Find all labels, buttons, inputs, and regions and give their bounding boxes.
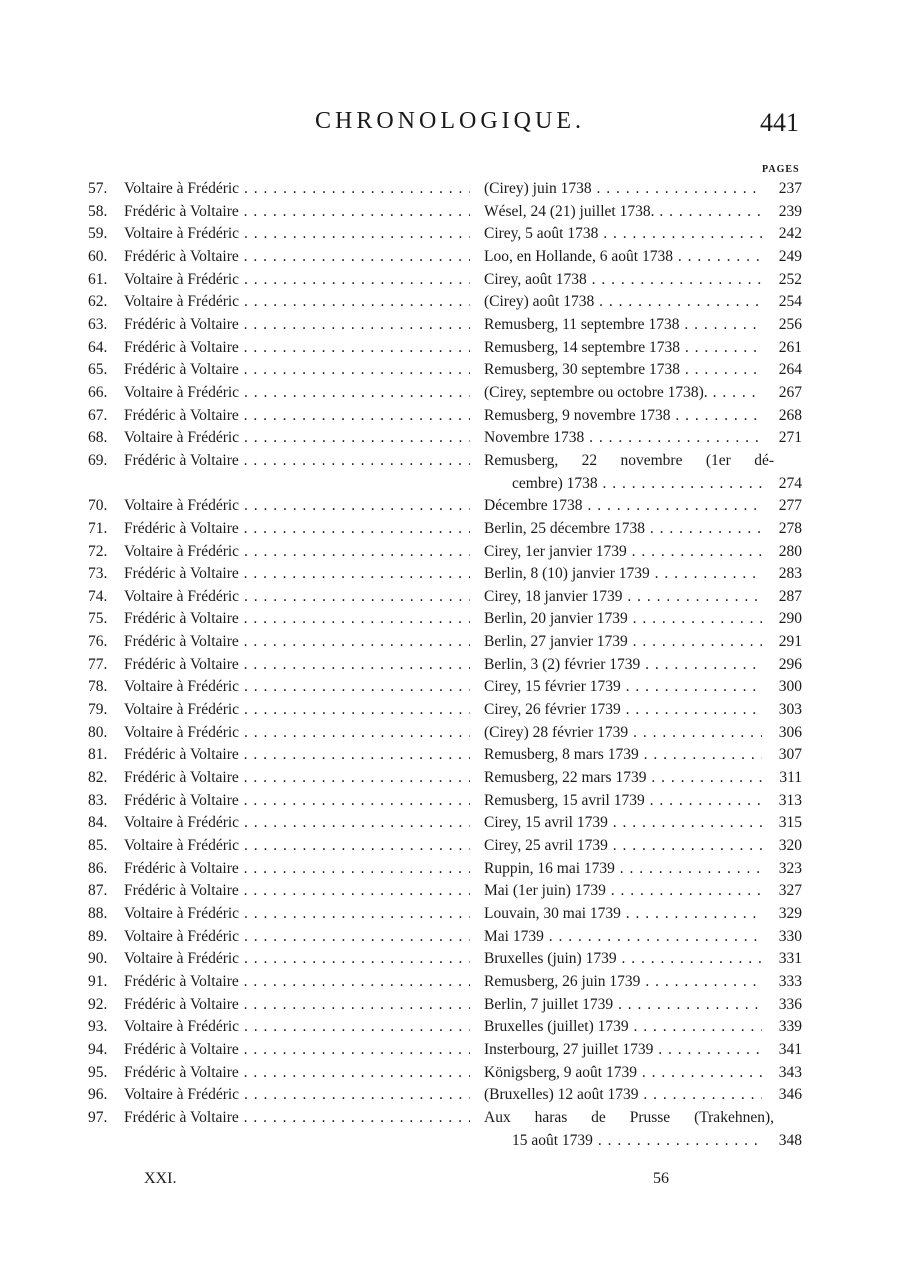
entry-number: 85.: [88, 837, 108, 855]
list-item: [0, 676, 900, 699]
list-item: [0, 246, 900, 269]
list-item: [0, 608, 900, 631]
page-reference: 307: [778, 746, 802, 764]
correspondents: Frédéric à Voltaire . . .: [124, 520, 470, 538]
entry-number: 82.: [88, 769, 108, 787]
page-reference: 277: [778, 497, 802, 515]
correspondents: Frédéric à Voltaire . . .: [124, 746, 470, 764]
correspondents: Frédéric à Voltaire . . .: [124, 361, 470, 379]
entry-number: 71.: [88, 519, 108, 537]
sheet-number: 56: [653, 1170, 669, 1187]
correspondents: Voltaire à Frédéric . . .: [124, 588, 470, 606]
list-item: [0, 563, 900, 586]
correspondents: Frédéric à Voltaire . . .: [124, 769, 470, 787]
entry-number: 72.: [88, 542, 108, 560]
page-reference: 274: [778, 474, 802, 492]
correspondents: Frédéric à Voltaire . . .: [124, 203, 470, 221]
place-date: Berlin, 27 janvier 1739 . . .: [484, 633, 762, 651]
entry-number: 73.: [88, 565, 108, 583]
list-item: [0, 450, 900, 495]
place-date: Mai (1er juin) 1739 . . .: [484, 882, 762, 900]
list-item: [0, 269, 900, 292]
correspondents: Voltaire à Frédéric . . .: [124, 814, 470, 832]
correspondents: Voltaire à Frédéric . . .: [124, 837, 470, 855]
correspondents: Frédéric à Voltaire . . .: [124, 248, 470, 266]
list-item: [0, 201, 900, 224]
correspondents: Voltaire à Frédéric . . .: [124, 543, 470, 561]
place-date: Loo, en Hollande, 6 août 1738 . . .: [484, 248, 762, 266]
place-date: Berlin, 7 juillet 1739 . . .: [484, 996, 762, 1014]
page-reference: 267: [778, 383, 802, 401]
page-reference: 291: [778, 633, 802, 651]
correspondents: Frédéric à Voltaire . . .: [124, 973, 470, 991]
entry-number: 77.: [88, 655, 108, 673]
place-date: Insterbourg, 27 juillet 1739 . . .: [484, 1041, 762, 1059]
correspondents: Voltaire à Frédéric . . .: [124, 497, 470, 515]
page-reference: 280: [778, 542, 802, 560]
entry-number: 88.: [88, 905, 108, 923]
entry-number: 64.: [88, 338, 108, 356]
place-date: Cirey, 5 août 1738 . . .: [484, 225, 762, 243]
correspondents: Voltaire à Frédéric . . .: [124, 950, 470, 968]
entry-number: 84.: [88, 814, 108, 832]
list-item: [0, 880, 900, 903]
page-number: 441: [760, 108, 799, 137]
entry-number: 61.: [88, 270, 108, 288]
entry-number: 87.: [88, 882, 108, 900]
correspondents: Voltaire à Frédéric . . .: [124, 724, 470, 742]
correspondents: Voltaire à Frédéric . . .: [124, 429, 470, 447]
page-reference: 315: [778, 814, 802, 832]
correspondents: Frédéric à Voltaire . . .: [124, 339, 470, 357]
entry-number: 93.: [88, 1018, 108, 1036]
entry-number: 76.: [88, 633, 108, 651]
page-reference: 343: [778, 1063, 802, 1081]
page-reference: 339: [778, 1018, 802, 1036]
entry-number: 94.: [88, 1040, 108, 1058]
place-date: Remusberg, 9 novembre 1738 . . .: [484, 407, 762, 425]
correspondents: Frédéric à Voltaire . . .: [124, 565, 470, 583]
list-item: [0, 790, 900, 813]
place-date: Mai 1739 . . .: [484, 928, 762, 946]
place-date: Remusberg, 30 septembre 1738 . . .: [484, 361, 762, 379]
page-reference: 239: [778, 202, 802, 220]
page-reference: 306: [778, 723, 802, 741]
list-item: [0, 971, 900, 994]
page-reference: 290: [778, 610, 802, 628]
entry-number: 97.: [88, 1108, 108, 1126]
signature-mark: XXI.: [144, 1170, 177, 1187]
page-reference: 333: [778, 972, 802, 990]
entry-number: 69.: [88, 451, 108, 469]
correspondents: Voltaire à Frédéric . . .: [124, 293, 470, 311]
place-date: Remusberg, 15 avril 1739 . . .: [484, 792, 762, 810]
place-date: Ruppin, 16 mai 1739 . . .: [484, 860, 762, 878]
page-reference: 323: [778, 859, 802, 877]
correspondents: Frédéric à Voltaire . . .: [124, 407, 470, 425]
page-reference: 242: [778, 225, 802, 243]
page-reference: 264: [778, 361, 802, 379]
place-date: Remusberg, 11 septembre 1738 . . .: [484, 316, 762, 334]
page-reference: 283: [778, 565, 802, 583]
list-item: [0, 767, 900, 790]
correspondents: Frédéric à Voltaire . . .: [124, 882, 470, 900]
list-item: [0, 744, 900, 767]
place-date-line1: Remusberg, 22 novembre (1er dé-: [484, 451, 774, 469]
list-item: [0, 835, 900, 858]
page-reference: 341: [778, 1040, 802, 1058]
page-reference: 261: [778, 338, 802, 356]
place-date: Bruxelles (juillet) 1739 . . .: [484, 1018, 762, 1036]
correspondents: Voltaire à Frédéric . . .: [124, 180, 470, 198]
place-date: Cirey, 15 avril 1739 . . .: [484, 814, 762, 832]
list-item: [0, 427, 900, 450]
place-date: Remusberg, 26 juin 1739 . . .: [484, 973, 762, 991]
list-item: [0, 812, 900, 835]
correspondents: Frédéric à Voltaire . . .: [124, 316, 470, 334]
entry-number: 78.: [88, 678, 108, 696]
list-item: [0, 291, 900, 314]
page-reference: 271: [778, 429, 802, 447]
correspondents: Voltaire à Frédéric . . .: [124, 905, 470, 923]
correspondents: Frédéric à Voltaire . . .: [124, 656, 470, 674]
entry-number: 65.: [88, 361, 108, 379]
page-reference: 329: [778, 905, 802, 923]
list-item: [0, 1084, 900, 1107]
place-date: Cirey, 25 avril 1739 . . .: [484, 837, 762, 855]
place-date: (Bruxelles) 12 août 1739 . . .: [484, 1086, 762, 1104]
page-reference: 249: [778, 247, 802, 265]
correspondents: Frédéric à Voltaire . . .: [124, 792, 470, 810]
page-reference: 346: [778, 1086, 802, 1104]
place-date: (Cirey, septembre ou octobre 1738). . . .: [484, 384, 762, 402]
correspondents: Voltaire à Frédéric . . .: [124, 928, 470, 946]
list-item: [0, 178, 900, 201]
place-date: (Cirey) 28 février 1739 . . .: [484, 724, 762, 742]
page-reference: 320: [778, 837, 802, 855]
correspondents: Voltaire à Frédéric . . .: [124, 1086, 470, 1104]
entry-number: 60.: [88, 247, 108, 265]
list-item: [0, 722, 900, 745]
page-reference: 237: [778, 180, 802, 197]
page-reference: 254: [778, 293, 802, 311]
correspondents: Frédéric à Voltaire . . .: [124, 1109, 470, 1127]
place-date: Novembre 1738 . . .: [484, 429, 762, 447]
entry-number: 63.: [88, 315, 108, 333]
page-reference: 331: [778, 950, 802, 968]
list-item: [0, 223, 900, 246]
correspondents: Voltaire à Frédéric . . .: [124, 384, 470, 402]
page-reference: 300: [778, 678, 802, 696]
list-item: [0, 1062, 900, 1085]
page-reference: 278: [778, 519, 802, 537]
entry-number: 75.: [88, 610, 108, 628]
place-date: Cirey, 15 février 1739 . . .: [484, 678, 762, 696]
place-date-line1: Aux haras de Prusse (Trakehnen),: [484, 1108, 774, 1126]
place-date: Cirey, août 1738 . . .: [484, 271, 762, 289]
place-date: Remusberg, 22 mars 1739 . . .: [484, 769, 762, 787]
place-date: Wésel, 24 (21) juillet 1738. . . .: [484, 203, 762, 221]
entry-number: 67.: [88, 406, 108, 424]
place-date: Berlin, 20 janvier 1739 . . .: [484, 610, 762, 628]
list-item: [0, 518, 900, 541]
correspondents: Voltaire à Frédéric . . .: [124, 271, 470, 289]
list-item: [0, 1016, 900, 1039]
correspondents: Voltaire à Frédéric . . .: [124, 678, 470, 696]
entry-number: 59.: [88, 225, 108, 243]
page-reference: 256: [778, 315, 802, 333]
correspondents: Frédéric à Voltaire . . .: [124, 452, 470, 470]
correspondents: Frédéric à Voltaire . . .: [124, 1041, 470, 1059]
list-item: [0, 314, 900, 337]
entry-number: 74.: [88, 587, 108, 605]
list-item: [0, 405, 900, 428]
place-date-line2: cembre) 1738 . . .: [512, 475, 762, 493]
entry-number: 96.: [88, 1086, 108, 1104]
list-item: [0, 1039, 900, 1062]
pages-column-label: PAGES: [762, 164, 800, 175]
page-reference: 336: [778, 995, 802, 1013]
entry-number: 92.: [88, 995, 108, 1013]
entry-number: 58.: [88, 202, 108, 220]
correspondents: Voltaire à Frédéric . . .: [124, 1018, 470, 1036]
place-date: Remusberg, 8 mars 1739 . . .: [484, 746, 762, 764]
list-item: [0, 382, 900, 405]
list-item: [0, 926, 900, 949]
page-reference: 296: [778, 655, 802, 673]
correspondents: Voltaire à Frédéric . . .: [124, 225, 470, 243]
entry-number: 57.: [88, 180, 108, 197]
list-item: [0, 359, 900, 382]
page-reference: 287: [778, 587, 802, 605]
entry-number: 86.: [88, 859, 108, 877]
entry-number: 66.: [88, 383, 108, 401]
entry-number: 95.: [88, 1063, 108, 1081]
list-item: [0, 631, 900, 654]
entry-number: 62.: [88, 293, 108, 311]
correspondents: Frédéric à Voltaire . . .: [124, 1064, 470, 1082]
page-reference: 313: [778, 791, 802, 809]
place-date: (Cirey) juin 1738 . . .: [484, 180, 762, 198]
page-reference: 348: [778, 1131, 802, 1149]
list-item: [0, 337, 900, 360]
correspondents: Voltaire à Frédéric . . .: [124, 701, 470, 719]
page-reference: 311: [779, 769, 802, 787]
place-date: Cirey, 18 janvier 1739 . . .: [484, 588, 762, 606]
entry-number: 81.: [88, 746, 108, 764]
correspondents: Frédéric à Voltaire . . .: [124, 610, 470, 628]
entry-number: 89.: [88, 927, 108, 945]
entry-number: 70.: [88, 497, 108, 515]
chronology-list: [0, 178, 900, 1152]
list-item: [0, 1107, 900, 1152]
list-item: [0, 948, 900, 971]
page-reference: 303: [778, 701, 802, 719]
entry-number: 68.: [88, 429, 108, 447]
place-date: Königsberg, 9 août 1739 . . .: [484, 1064, 762, 1082]
correspondents: Frédéric à Voltaire . . .: [124, 633, 470, 651]
entry-number: 91.: [88, 972, 108, 990]
place-date: Cirey, 1er janvier 1739 . . .: [484, 543, 762, 561]
place-date: (Cirey) août 1738 . . .: [484, 293, 762, 311]
place-date: Berlin, 3 (2) février 1739 . . .: [484, 656, 762, 674]
list-item: [0, 903, 900, 926]
entry-number: 80.: [88, 723, 108, 741]
list-item: [0, 699, 900, 722]
place-date: Décembre 1738 . . .: [484, 497, 762, 515]
correspondents: Frédéric à Voltaire . . .: [124, 860, 470, 878]
correspondents: Frédéric à Voltaire . . .: [124, 996, 470, 1014]
place-date: Berlin, 25 décembre 1738 . . .: [484, 520, 762, 538]
list-item: [0, 586, 900, 609]
place-date: Louvain, 30 mai 1739 . . .: [484, 905, 762, 923]
page-reference: 268: [778, 406, 802, 424]
place-date: Remusberg, 14 septembre 1738 . . .: [484, 339, 762, 357]
list-item: [0, 858, 900, 881]
page-reference: 327: [778, 882, 802, 900]
entry-number: 83.: [88, 791, 108, 809]
page-reference: 252: [778, 270, 802, 288]
list-item: [0, 654, 900, 677]
page-reference: 330: [778, 927, 802, 945]
place-date: Berlin, 8 (10) janvier 1739 . . .: [484, 565, 762, 583]
running-title: CHRONOLOGIQUE.: [315, 108, 585, 134]
place-date: Cirey, 26 février 1739 . . .: [484, 701, 762, 719]
list-item: [0, 994, 900, 1017]
entry-number: 90.: [88, 950, 108, 968]
list-item: [0, 495, 900, 518]
entry-number: 79.: [88, 701, 108, 719]
list-item: [0, 541, 900, 564]
place-date-line2: 15 août 1739 . . .: [512, 1132, 762, 1150]
place-date: Bruxelles (juin) 1739 . . .: [484, 950, 762, 968]
